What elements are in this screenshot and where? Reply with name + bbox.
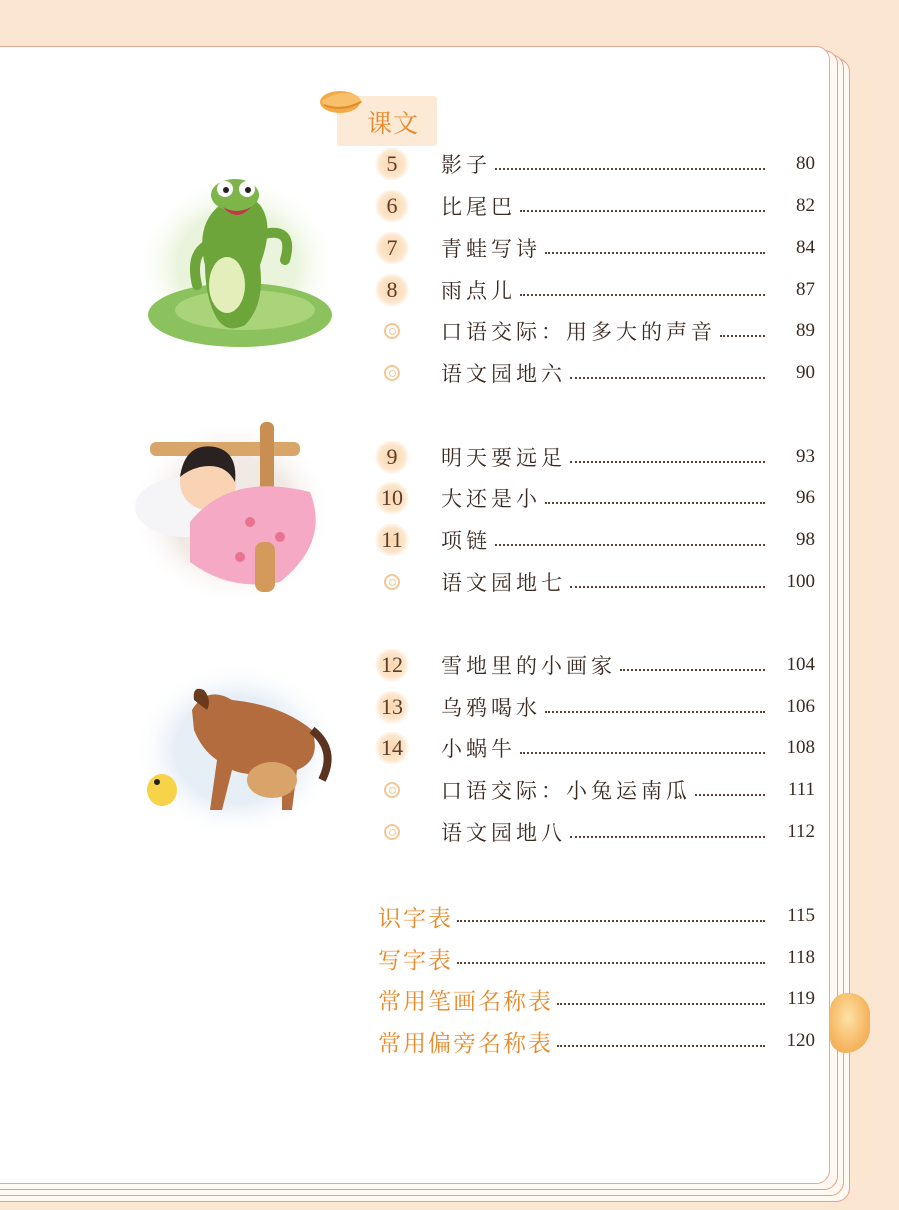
appendix-entry[interactable] [378, 981, 815, 1017]
entry-title: 语文园地七 [441, 571, 566, 595]
toc-entry[interactable] [375, 648, 815, 682]
page-number: 111 [787, 779, 815, 800]
toc-entry[interactable] [375, 690, 815, 724]
lesson-number: 12 [375, 649, 409, 681]
circle-marker-icon [375, 824, 409, 840]
lesson-number: 9 [375, 441, 409, 473]
dotted-leader [520, 752, 765, 754]
lesson-number: 5 [375, 148, 409, 180]
frog-illustration [135, 165, 340, 355]
dotted-leader [557, 1045, 765, 1047]
dotted-leader [620, 669, 765, 671]
dotted-leader [520, 294, 765, 296]
appendix-entry[interactable] [378, 898, 815, 934]
page-number: 106 [786, 696, 815, 717]
entry-title: 小蜗牛 [441, 737, 516, 761]
entry-title: 乌鸦喝水 [441, 696, 541, 720]
dotted-leader [557, 1003, 765, 1005]
entry-title: 大还是小 [441, 487, 541, 511]
appendix-entry[interactable] [378, 940, 815, 976]
page-number: 100 [786, 571, 815, 592]
toc-entry[interactable] [375, 773, 815, 807]
toc-entry[interactable] [375, 731, 815, 765]
page-number: 118 [787, 947, 815, 968]
circle-marker-icon [375, 782, 409, 798]
lesson-number: 7 [375, 232, 409, 264]
entry-title: 雨点儿 [441, 279, 516, 303]
dotted-leader [520, 210, 765, 212]
section-label: 课文 [367, 109, 420, 138]
page-number: 119 [787, 988, 815, 1009]
dotted-leader [545, 252, 765, 254]
page-number: 90 [796, 362, 815, 383]
page-number: 98 [796, 529, 815, 550]
lesson-number: 14 [375, 732, 409, 764]
dotted-leader [545, 502, 765, 504]
appendix-entry[interactable] [378, 1023, 815, 1059]
page-number: 96 [796, 487, 815, 508]
sleeping-child-illustration [130, 412, 335, 602]
toc-entry[interactable] [375, 147, 815, 181]
page-number: 89 [796, 320, 815, 341]
dotted-leader [457, 920, 765, 922]
entry-title: 项链 [441, 529, 491, 553]
lesson-number: 8 [375, 274, 409, 306]
appendix-title: 常用偏旁名称表 [378, 1030, 553, 1057]
appendix-title: 常用笔画名称表 [378, 988, 553, 1015]
page-number: 115 [787, 905, 815, 926]
page-number: 80 [796, 153, 815, 174]
lesson-number: 13 [375, 691, 409, 723]
toc-entry[interactable] [375, 273, 815, 307]
entry-title: 比尾巴 [441, 195, 516, 219]
dotted-leader [570, 836, 765, 838]
lesson-number: 10 [375, 482, 409, 514]
page-number: 87 [796, 279, 815, 300]
circle-marker-icon [375, 574, 409, 590]
page-number: 93 [796, 446, 815, 467]
entry-title: 口语交际：小兔运南瓜 [441, 779, 691, 803]
page-number: 84 [796, 237, 815, 258]
dotted-leader [695, 794, 765, 796]
entry-title: 青蛙写诗 [441, 237, 541, 261]
toc-entry[interactable] [375, 189, 815, 223]
dotted-leader [495, 544, 765, 546]
circle-marker-icon [375, 365, 409, 381]
dotted-leader [495, 168, 765, 170]
page-side-tab[interactable] [830, 993, 870, 1053]
toc-entry[interactable] [375, 481, 815, 515]
entry-title: 明天要远足 [441, 446, 566, 470]
dotted-leader [570, 377, 765, 379]
dotted-leader [720, 335, 765, 337]
lesson-number: 11 [375, 524, 409, 556]
page-number: 104 [786, 654, 815, 675]
entry-title: 语文园地八 [441, 821, 566, 845]
toc-entry[interactable] [375, 440, 815, 474]
toc-entry[interactable] [375, 565, 815, 599]
dotted-leader [545, 711, 765, 713]
toc-entry[interactable] [375, 231, 815, 265]
toc-entry[interactable] [375, 815, 815, 849]
appendix-title: 写字表 [378, 947, 453, 974]
entry-title: 雪地里的小画家 [441, 654, 616, 678]
circle-marker-icon [375, 323, 409, 339]
entry-title: 口语交际：用多大的声音 [441, 320, 716, 344]
page-number: 108 [786, 737, 815, 758]
dotted-leader [457, 962, 765, 964]
appendix-title: 识字表 [378, 905, 453, 932]
lesson-number: 6 [375, 190, 409, 222]
toc-entry[interactable] [375, 314, 815, 348]
page-number: 112 [787, 821, 815, 842]
toc-entry[interactable] [375, 356, 815, 390]
horse-illustration [132, 660, 342, 840]
toc-entry[interactable] [375, 523, 815, 557]
page-number: 82 [796, 195, 815, 216]
dotted-leader [570, 461, 765, 463]
entry-title: 影子 [441, 153, 491, 177]
page-number: 120 [786, 1030, 815, 1051]
dotted-leader [570, 586, 765, 588]
entry-title: 语文园地六 [441, 362, 566, 386]
book-icon [318, 84, 366, 118]
